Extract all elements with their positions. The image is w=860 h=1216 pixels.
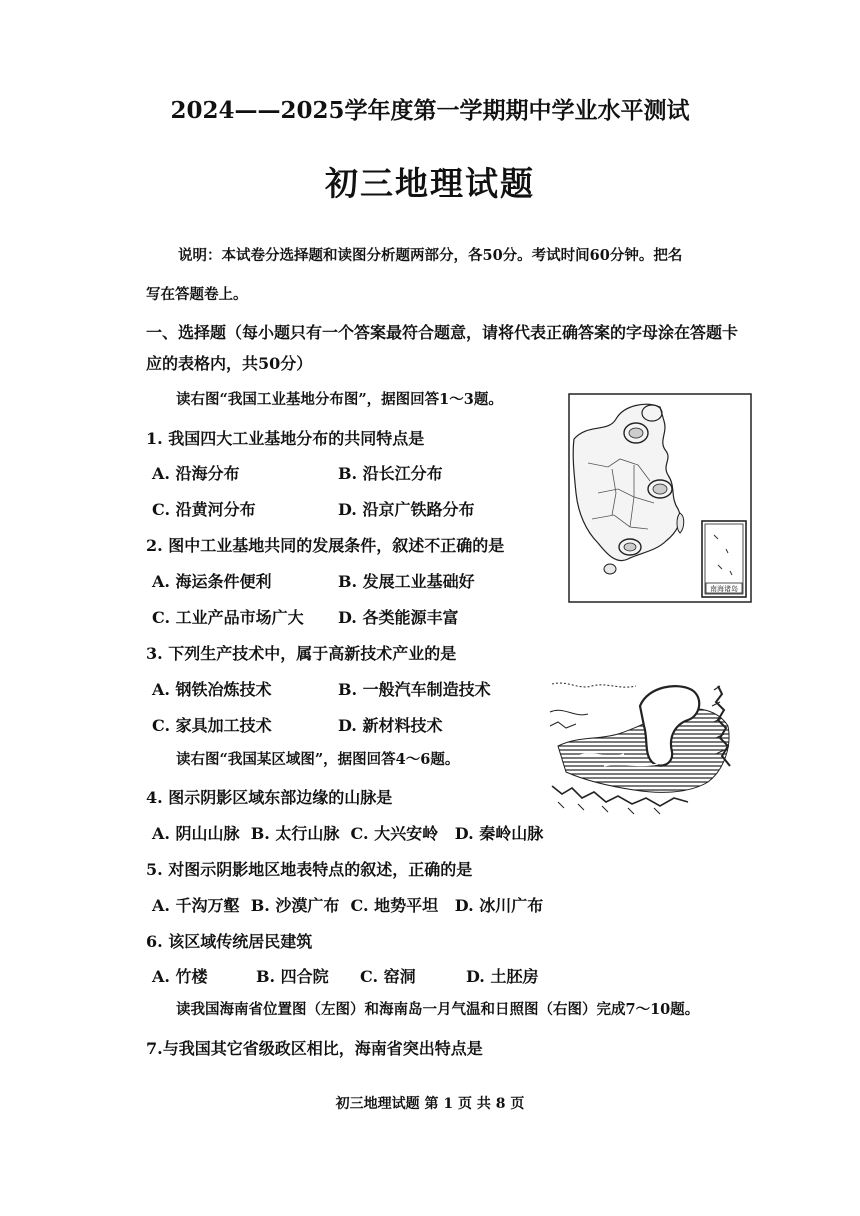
exam-title: 初三地理试题 bbox=[325, 164, 535, 203]
question-6-option-a: A. 竹楼 bbox=[152, 967, 208, 986]
section1-heading-line-1: 一、选择题（每小题只有一个答案最符合题意，请将代表正确答案的字母涂在答题卡 bbox=[146, 323, 739, 342]
question-1-option-b: B. 沿长江分布 bbox=[338, 464, 443, 483]
question-2-option-b: B. 发展工业基础好 bbox=[338, 572, 475, 591]
intro-questions-1-3: 读右图“我国工业基地分布图”，据图回答1～3题。 bbox=[176, 391, 503, 408]
question-6-option-b: B. 四合院 bbox=[256, 967, 329, 986]
question-2-stem: 2. 图中工业基地共同的发展条件，叙述不正确的是 bbox=[146, 536, 505, 555]
question-3-option-c: C. 家具加工技术 bbox=[152, 716, 272, 735]
region-map-svg bbox=[548, 676, 740, 816]
question-7-stem: 7.与我国其它省级政区相比，海南省突出特点是 bbox=[146, 1039, 483, 1058]
instructions-line-1: 说明：本试卷分选择题和读图分析题两部分，各50分。考试时间60分钟。把名 bbox=[178, 247, 683, 264]
region-map bbox=[548, 676, 740, 816]
question-4-options: A. 阴山山脉 B. 太行山脉 C. 大兴安岭 D. 秦岭山脉 bbox=[152, 824, 544, 843]
question-2-option-a: A. 海运条件便利 bbox=[152, 572, 272, 591]
page-footer: 初三地理试题 第 1 页 共 8 页 bbox=[335, 1096, 525, 1112]
instructions-line-2: 写在答题卷上。 bbox=[146, 286, 248, 303]
question-3-option-b: B. 一般汽车制造技术 bbox=[338, 680, 491, 699]
question-2-option-c: C. 工业产品市场广大 bbox=[152, 608, 304, 627]
question-4-stem: 4. 图示阴影区域东部边缘的山脉是 bbox=[146, 788, 393, 807]
exam-header: 2024——2025学年度第一学期期中学业水平测试 bbox=[170, 97, 690, 124]
question-6-option-d: D. 土胚房 bbox=[466, 967, 539, 986]
question-6-option-c: C. 窑洞 bbox=[360, 967, 416, 986]
question-1-option-a: A. 沿海分布 bbox=[152, 464, 240, 483]
question-5-stem: 5. 对图示阴影地区地表特点的叙述，正确的是 bbox=[146, 860, 473, 879]
question-3-option-a: A. 钢铁冶炼技术 bbox=[152, 680, 272, 699]
section1-heading-line-2: 应的表格内，共50分） bbox=[146, 354, 313, 373]
industrial-base-map bbox=[568, 393, 752, 603]
question-1-stem: 1. 我国四大工业基地分布的共同特点是 bbox=[146, 429, 425, 448]
question-2-option-d: D. 各类能源丰富 bbox=[338, 608, 459, 627]
industrial-base-map-svg bbox=[568, 393, 752, 603]
question-3-stem: 3. 下列生产技术中，属于高新技术产业的是 bbox=[146, 644, 457, 663]
south-china-sea-islands-inset-label: 南海诸岛 bbox=[710, 585, 738, 593]
intro-questions-7-10: 读我国海南省位置图（左图）和海南岛一月气温和日照图（右图）完成7～10题。 bbox=[176, 1001, 700, 1018]
intro-questions-4-6: 读右图“我国某区域图”，据图回答4～6题。 bbox=[176, 751, 460, 768]
question-6-stem: 6. 该区域传统居民建筑 bbox=[146, 932, 313, 951]
question-5-options: A. 千沟万壑 B. 沙漠广布 C. 地势平坦 D. 冰川广布 bbox=[152, 896, 544, 915]
question-1-option-c: C. 沿黄河分布 bbox=[152, 500, 256, 519]
question-1-option-d: D. 沿京广铁路分布 bbox=[338, 500, 475, 519]
question-3-option-d: D. 新材料技术 bbox=[338, 716, 443, 735]
